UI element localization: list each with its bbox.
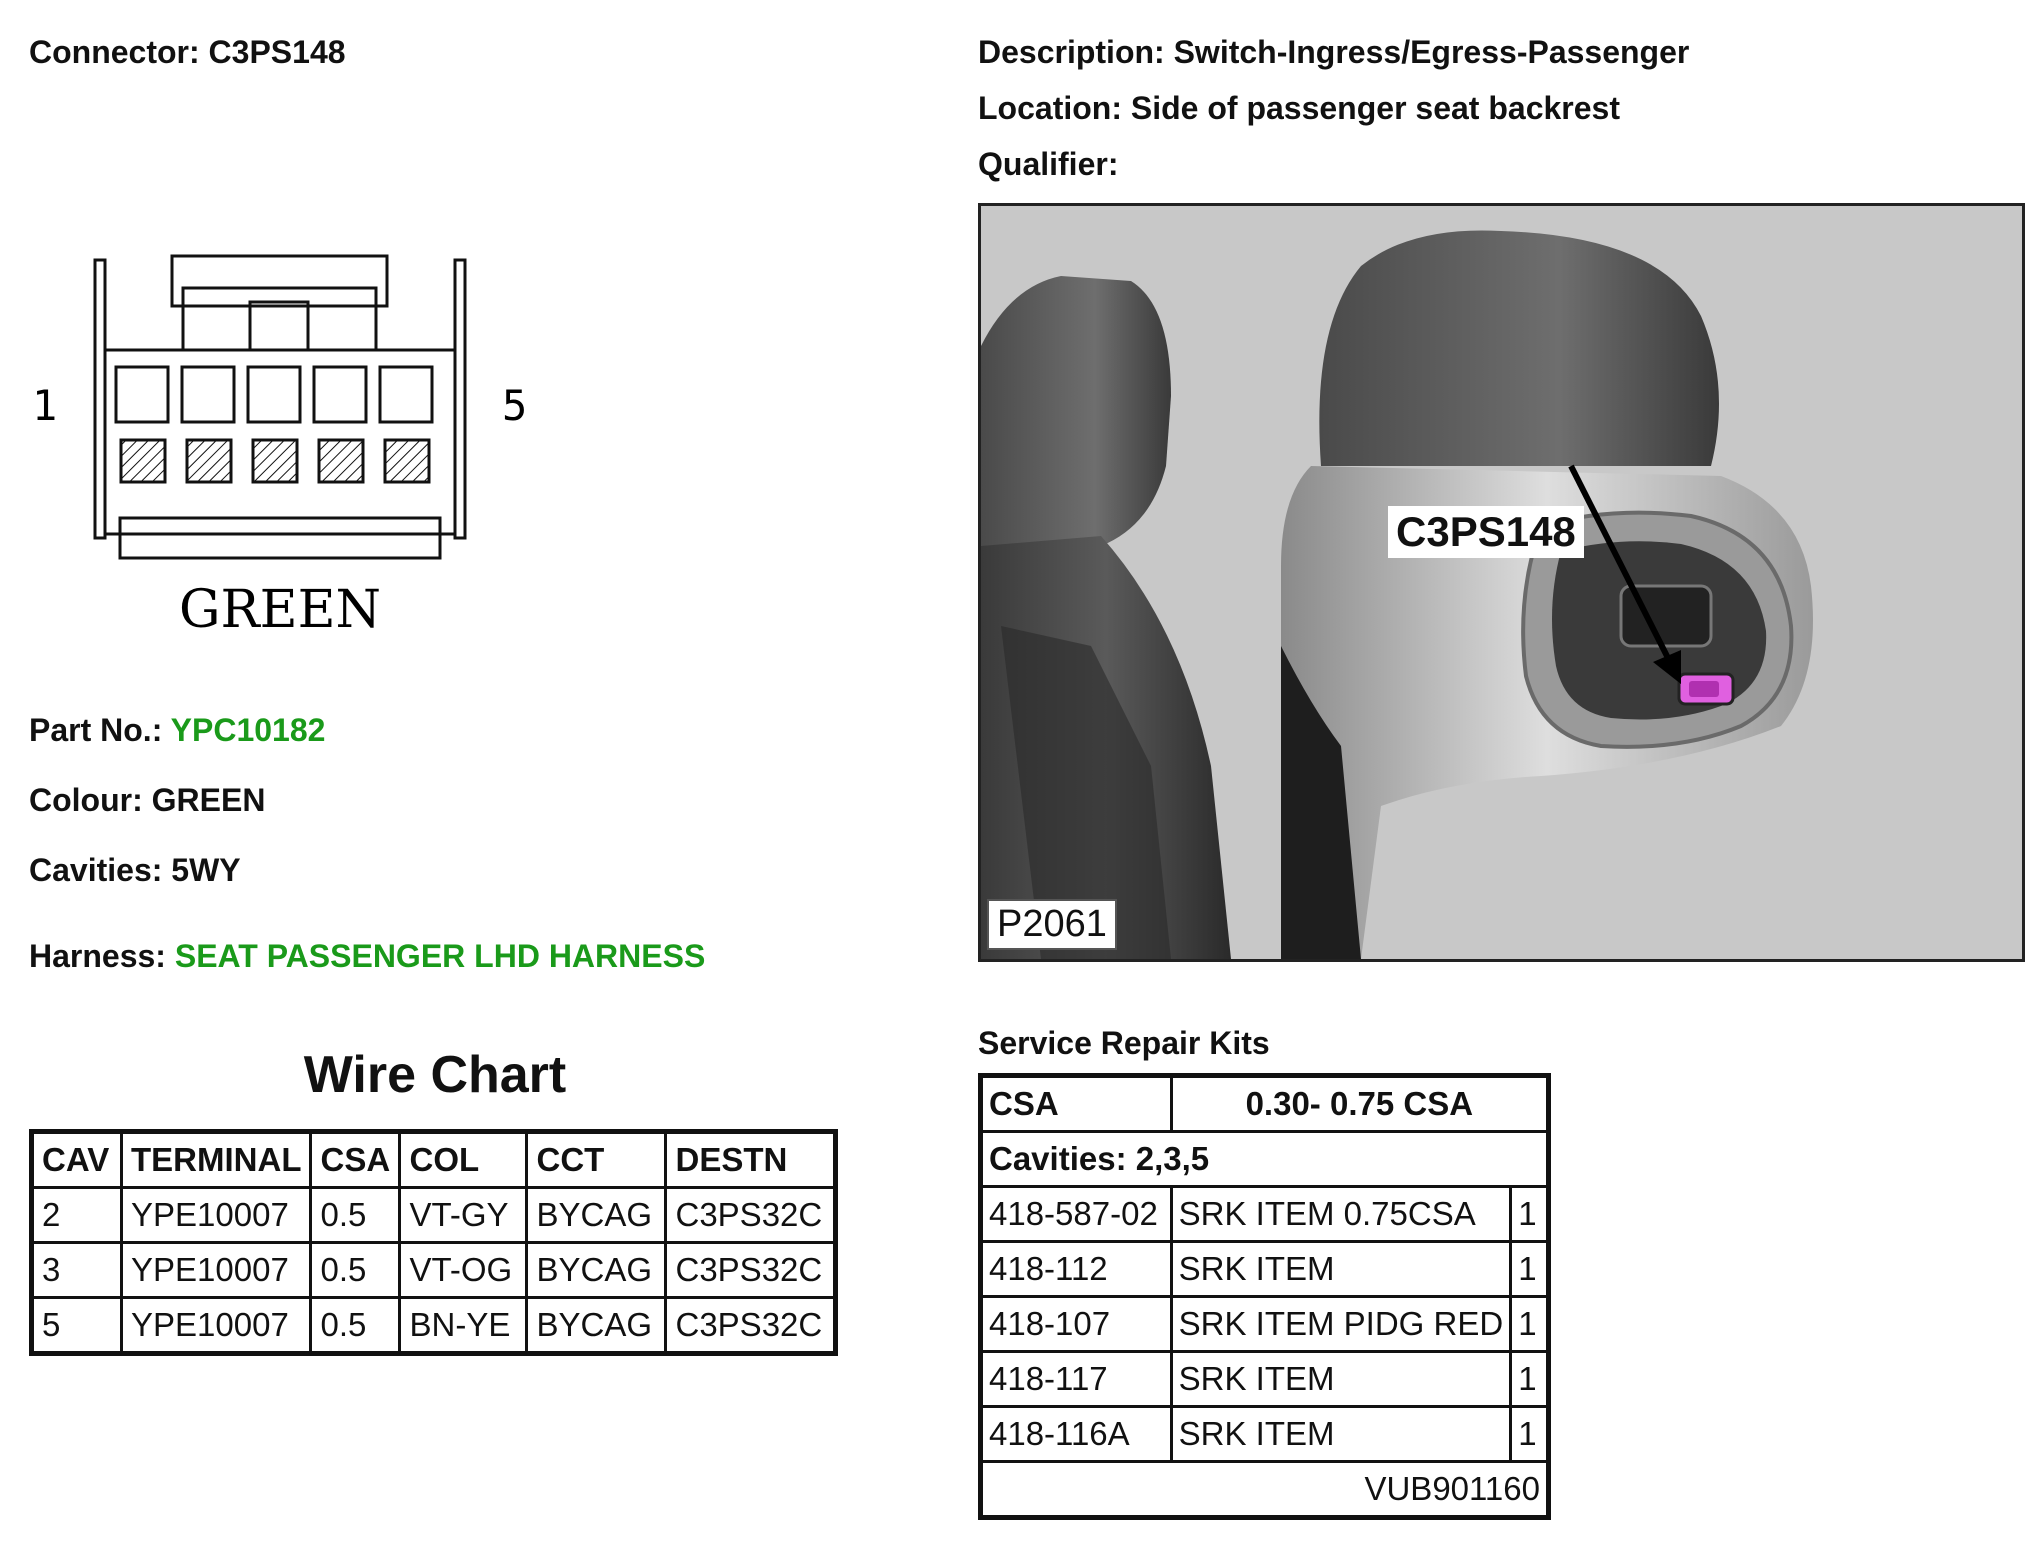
connector-face-diagram [20, 240, 580, 660]
cell-cct: BYCAG [527, 1298, 666, 1354]
table-row [981, 1242, 1549, 1297]
cell-csa: 0.5 [311, 1188, 400, 1243]
cell-col: VT-OG [400, 1243, 527, 1298]
cavity-3 [248, 367, 300, 422]
connector-label: Connector: [29, 34, 200, 70]
description-value: Switch-Ingress/Egress-Passenger [1173, 34, 1690, 70]
cell-cct: BYCAG [527, 1188, 666, 1243]
part-number-line [29, 712, 325, 749]
cavities-value: 5WY [171, 852, 241, 888]
description-label: Description: [978, 34, 1165, 70]
colour-label: Colour: [29, 782, 143, 818]
kits-footer-row [981, 1462, 1549, 1518]
pin-label-left: 1 [32, 381, 58, 430]
kits-header-row [981, 1076, 1549, 1132]
description-line [978, 34, 1689, 71]
picture-callout: C3PS148 [1388, 506, 1584, 558]
header-cct: CCT [527, 1132, 666, 1188]
kit-description: SRK ITEM [1171, 1242, 1511, 1297]
kit-description: SRK ITEM PIDG RED [1171, 1297, 1511, 1352]
cell-cav: 3 [32, 1243, 122, 1298]
wire-chart-header-row [32, 1132, 836, 1188]
cell-terminal: YPE10007 [122, 1243, 311, 1298]
cell-cav: 5 [32, 1298, 122, 1354]
harness-line [29, 938, 705, 975]
cavity-1 [116, 367, 168, 422]
table-row [981, 1407, 1549, 1462]
cavity-2 [182, 367, 234, 422]
kit-part-number: 418-107 [981, 1297, 1172, 1352]
kit-description: SRK ITEM [1171, 1407, 1511, 1462]
part-label: Part No.: [29, 712, 163, 748]
kits-csa-range: 0.30- 0.75 CSA [1171, 1076, 1548, 1132]
cell-col: BN-YE [400, 1298, 527, 1354]
kits-footer-code: VUB901160 [981, 1462, 1549, 1518]
header-csa: CSA [311, 1132, 400, 1188]
location-label: Location: [978, 90, 1122, 126]
header-col: COL [400, 1132, 527, 1188]
kit-quantity: 1 [1511, 1407, 1549, 1462]
kit-quantity: 1 [1511, 1242, 1549, 1297]
cell-cav: 2 [32, 1188, 122, 1243]
cell-terminal: YPE10007 [122, 1188, 311, 1243]
terminal-5 [385, 440, 429, 482]
kits-cavities: Cavities: 2,3,5 [981, 1132, 1549, 1187]
header-terminal: TERMINAL [122, 1132, 311, 1188]
kit-description: SRK ITEM [1171, 1352, 1511, 1407]
cell-destn: C3PS32C [666, 1298, 836, 1354]
kit-part-number: 418-117 [981, 1352, 1172, 1407]
part-number-value: YPC10182 [170, 712, 326, 748]
cell-destn: C3PS32C [666, 1243, 836, 1298]
cell-csa: 0.5 [311, 1243, 400, 1298]
header-cav: CAV [32, 1132, 122, 1188]
kits-csa-label: CSA [981, 1076, 1172, 1132]
wire-chart-table [29, 1129, 838, 1356]
terminal-3 [253, 440, 297, 482]
cavities-label: Cavities: [29, 852, 163, 888]
connector-heading [29, 34, 346, 71]
cell-destn: C3PS32C [666, 1188, 836, 1243]
location-line [978, 90, 1620, 127]
picture-reference: P2061 [987, 899, 1117, 950]
kit-part-number: 418-587-02 [981, 1187, 1172, 1242]
table-row [981, 1352, 1549, 1407]
table-row [981, 1297, 1549, 1352]
location-illustration [978, 203, 2025, 962]
cavity-4 [314, 367, 366, 422]
cell-terminal: YPE10007 [122, 1298, 311, 1354]
terminal-row [121, 440, 429, 482]
cavity-5 [380, 367, 432, 422]
kit-quantity: 1 [1511, 1187, 1549, 1242]
harness-value: SEAT PASSENGER LHD HARNESS [174, 938, 706, 974]
cell-csa: 0.5 [311, 1298, 400, 1354]
pin-label-right: 5 [502, 381, 528, 430]
connector-value: C3PS148 [208, 34, 346, 70]
colour-value: GREEN [151, 782, 266, 818]
qualifier-line [978, 146, 1118, 183]
table-row [32, 1188, 836, 1243]
service-repair-kits-table [978, 1073, 1551, 1520]
kit-quantity: 1 [1511, 1297, 1549, 1352]
kits-cavities-row [981, 1132, 1549, 1187]
service-repair-kits-title: Service Repair Kits [978, 1025, 1270, 1061]
table-row [32, 1243, 836, 1298]
cavities-line [29, 852, 241, 889]
cavity-row [116, 367, 432, 422]
qualifier-label: Qualifier: [978, 146, 1119, 182]
kit-part-number: 418-112 [981, 1242, 1172, 1297]
seat-backrest-illustration [981, 206, 2022, 959]
terminal-2 [187, 440, 231, 482]
cell-col: VT-GY [400, 1188, 527, 1243]
kit-part-number: 418-116A [981, 1407, 1172, 1462]
kit-description: SRK ITEM 0.75CSA [1171, 1187, 1511, 1242]
table-row [981, 1187, 1549, 1242]
colour-line [29, 782, 265, 819]
terminal-4 [319, 440, 363, 482]
table-row [32, 1298, 836, 1354]
header-destn: DESTN [666, 1132, 836, 1188]
harness-label: Harness: [29, 938, 166, 974]
kit-quantity: 1 [1511, 1352, 1549, 1407]
cell-cct: BYCAG [527, 1243, 666, 1298]
connector-colour-caption: GREEN [178, 580, 382, 640]
wire-chart-title: Wire Chart [303, 1046, 567, 1104]
terminal-1 [121, 440, 165, 482]
location-value: Side of passenger seat backrest [1130, 90, 1620, 126]
